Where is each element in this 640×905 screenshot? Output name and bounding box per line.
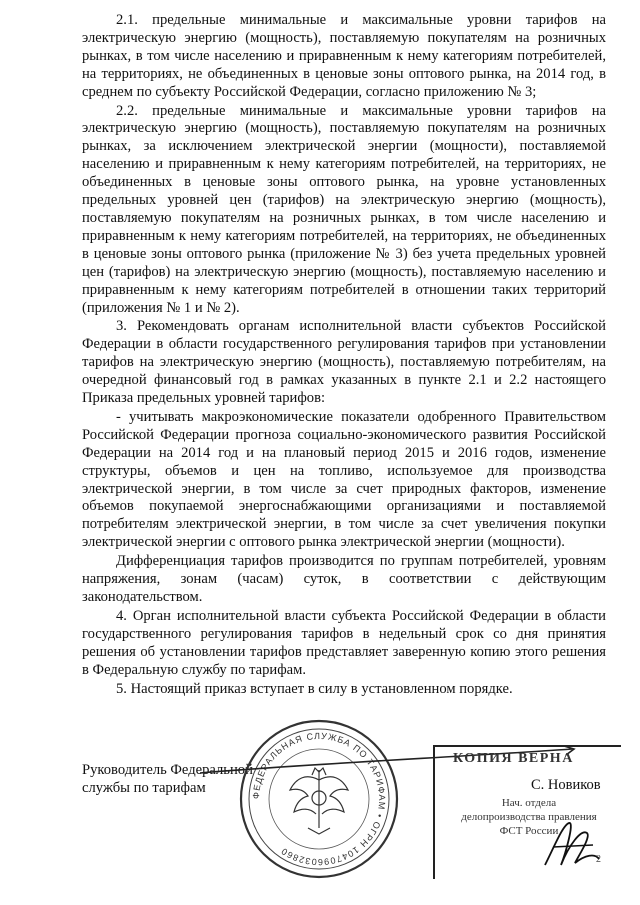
stamp-line-1: Нач. отдела — [501, 797, 557, 809]
signature-title: Руководитель Федеральной службы по тарифам — [82, 762, 253, 796]
paragraph-2-2: 2.2. предельные минимальные и максимальные уровни тарифов на электрическую энергию (мощность), поставляемую покупателям на розничных рынках, за исключением электрической энергии (мощности), поставляемой населению и приравненным к нему категориям потребителей, на территориях, не объединенных в ценовые зоны оптового рынка, на уровне установленных предельных уровней цен (тарифов) на электрическую энергию (мощность), поставляемую покупателям на розничных рынках, в том числе населению и приравненным к нему категориям потребителей, на территориях, не объединенных в ценовые зоны оптового рынка (приложение № 3) без учета предельных уровней цен (тарифов) на электрическую энергию (мощность), поставляемую населению и приравненным к нему категориям потребителей в отношении таких территорий (приложения № 1 и № 2). — [82, 102, 606, 316]
paragraph-differentiation: Дифференциация тарифов производится по группам потребителей, уровням напряжения, зонам (часам) суток, в соответствии с действующим законодательством. — [82, 553, 606, 605]
paragraph-2-1: 2.1. предельные минимальные и максимальные уровни тарифов на электрическую энергию (мощность), поставляемую покупателям на розничных рынках, в том числе населению и приравненным к нему категориям потребителей, на территориях, не объединенных в ценовые зоны оптового рынка, на 2014 год, в среднем по субъекту Российской Федерации, согласно приложению № 3; — [82, 12, 606, 100]
paragraph-5: 5. Настоящий приказ вступает в силу в установленном порядке. — [116, 680, 513, 697]
stamp-line-2: делопроизводства правления — [461, 811, 597, 823]
stamp-heading: КОПИЯ ВЕРНА — [453, 751, 574, 766]
stamp-name: С. Новиков — [531, 777, 601, 793]
stamp-line-3: ФСТ России — [499, 825, 559, 837]
paragraph-4: 4. Орган исполнительной власти субъекта Российской Федерации в области государственного регулирования тарифов в недельный срок со дня принятия решения об установлении тарифов представляет заверенную копию этого решения в Федеральную службу по тарифам. — [82, 607, 606, 678]
document-body — [82, 12, 606, 698]
paragraph-3-bullet: - учитывать макроэкономические показатели одобренного Правительством Российской Федерации прогноза социально-экономического развития Российской Федерации на 2014 год и на плановый период 2015 и 2016 годов, изменение структуры, объемов и цен на топливо, используемое для производства электрической энергии, в том числе за счет природных факторов, изменение объемов покупаемой энергоснабжающими организациями и поставляемой потребителям электрической энергии, в том числе за счет увеличения покупки электрической энергии с оптового рынка электрической энергии (мощности). — [82, 408, 606, 551]
seal-text: ФЕДЕРАЛЬНАЯ СЛУЖБА ПО ТАРИФАМ • ОГРН 1047096032860 — [250, 730, 388, 868]
handwritten-signature-icon — [535, 815, 605, 875]
paragraph-3: 3. Рекомендовать органам исполнительной власти субъектов Российской Федерации в области государственного регулирования тарифов при установлении тарифов на электрическую энергию (мощность), поставляемую потребителям, на очередной финансовый год в рамках указанных в пункте 2.1 и 2.2 настоящего Приказа предельных уровней тарифов: — [82, 318, 606, 407]
page-number: 2 — [596, 854, 601, 865]
